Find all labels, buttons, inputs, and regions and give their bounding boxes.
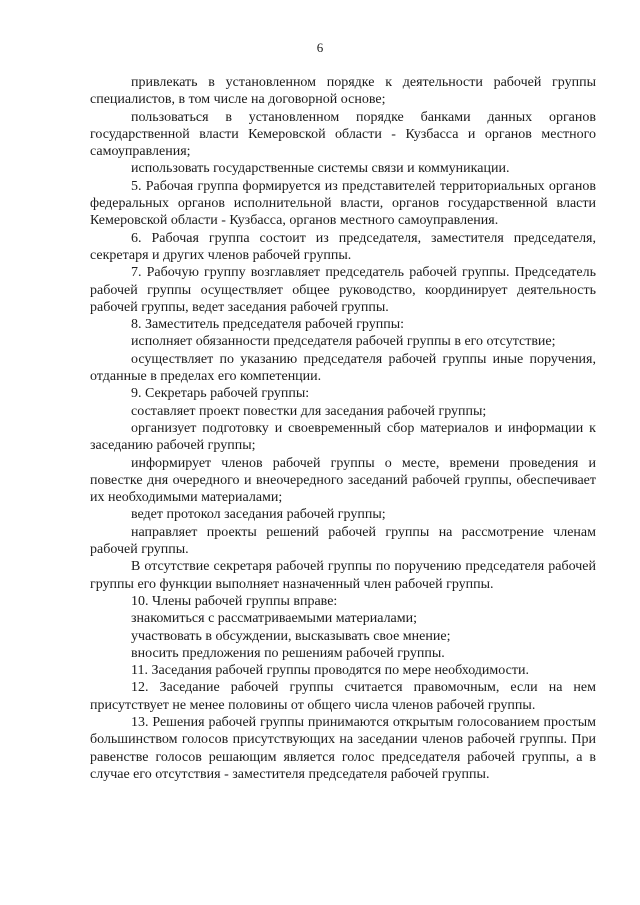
paragraph-5-formation: 5. Рабочая группа формируется из представителей территориальных органов федеральных органов исполнительной власти, органов государственной власти Кемеровской области - Кузбасса, органов местного самоуправления. — [90, 178, 596, 229]
paragraph-9-secretary-heading: 9. Секретарь рабочей группы: — [131, 386, 310, 402]
paragraph-12-quorum: 12. Заседание рабочей группы считается правомочным, если на нем присутствует не менее половины от общего числа членов рабочей группы. — [90, 680, 596, 713]
paragraph-deputy-duty-1: исполняет обязанности председателя рабочей группы в его отсутствие; — [131, 334, 556, 350]
paragraph-11-meetings: 11. Заседания рабочей группы проводятся по мере необходимости. — [131, 663, 529, 679]
paragraph-member-right-2: участвовать в обсуждении, высказывать свое мнение; — [131, 628, 451, 644]
paragraph-use-databanks: пользоваться в установленном порядке банками данных органов государственной власти Кемеровской области - Кузбасса и органов местного самоуправления; — [90, 109, 596, 160]
paragraph-engage-specialists: привлекать в установленном порядке к деятельности рабочей группы специалистов, в том числе на договорной основе; — [90, 75, 596, 108]
paragraph-10-members-heading: 10. Члены рабочей группы вправе: — [131, 593, 338, 609]
paragraph-secretary-absence: В отсутствие секретаря рабочей группы по поручению председателя рабочей группы его функции выполняет назначенный член рабочей группы. — [90, 559, 596, 592]
paragraph-secretary-duty-3: информирует членов рабочей группы о месте, времени проведения и повестке дня очередного и внеочередного заседаний рабочей группы, обеспечивает их необходимыми материалами; — [90, 455, 596, 506]
paragraph-secretary-duty-2: организует подготовку и своевременный сбор материалов и информации к заседанию рабочей группы; — [90, 420, 596, 454]
paragraph-use-communications: использовать государственные системы связи и коммуникации. — [131, 161, 510, 177]
paragraph-member-right-3: вносить предложения по решениям рабочей группы. — [131, 645, 445, 661]
paragraph-secretary-duty-5: направляет проекты решений рабочей группы на рассмотрение членам рабочей группы. — [90, 524, 596, 558]
paragraph-6-composition: 6. Рабочая группа состоит из председателя, заместителя председателя, секретаря и других членов рабочей группы. — [90, 230, 596, 263]
document-body — [90, 74, 596, 783]
paragraph-8-deputy-heading: 8. Заместитель председателя рабочей группы: — [131, 317, 405, 333]
paragraph-7-chairman: 7. Рабочую группу возглавляет председатель рабочей группы. Председатель рабочей группы осуществляет общее руководство, координирует деятельность рабочей группы, ведет заседания рабочей группы. — [90, 265, 596, 315]
paragraph-member-right-1: знакомиться с рассматриваемыми материалами; — [131, 611, 418, 627]
paragraph-deputy-duty-2: осуществляет по указанию председателя рабочей группы иные поручения, отданные в пределах его компетенции. — [90, 351, 596, 385]
page-number: 6 — [316, 40, 324, 55]
paragraph-secretary-duty-1: составляет проект повестки для заседания рабочей группы; — [131, 403, 487, 419]
paragraph-13-decisions: 13. Решения рабочей группы принимаются открытым голосованием простым большинством голосов присутствующих на заседании членов рабочей группы. При равенстве голосов решающим является голос председателя рабочей группы, а в случае его отсутствия - заместителя председателя рабочей группы. — [90, 714, 596, 782]
paragraph-secretary-duty-4: ведет протокол заседания рабочей группы; — [131, 507, 386, 523]
